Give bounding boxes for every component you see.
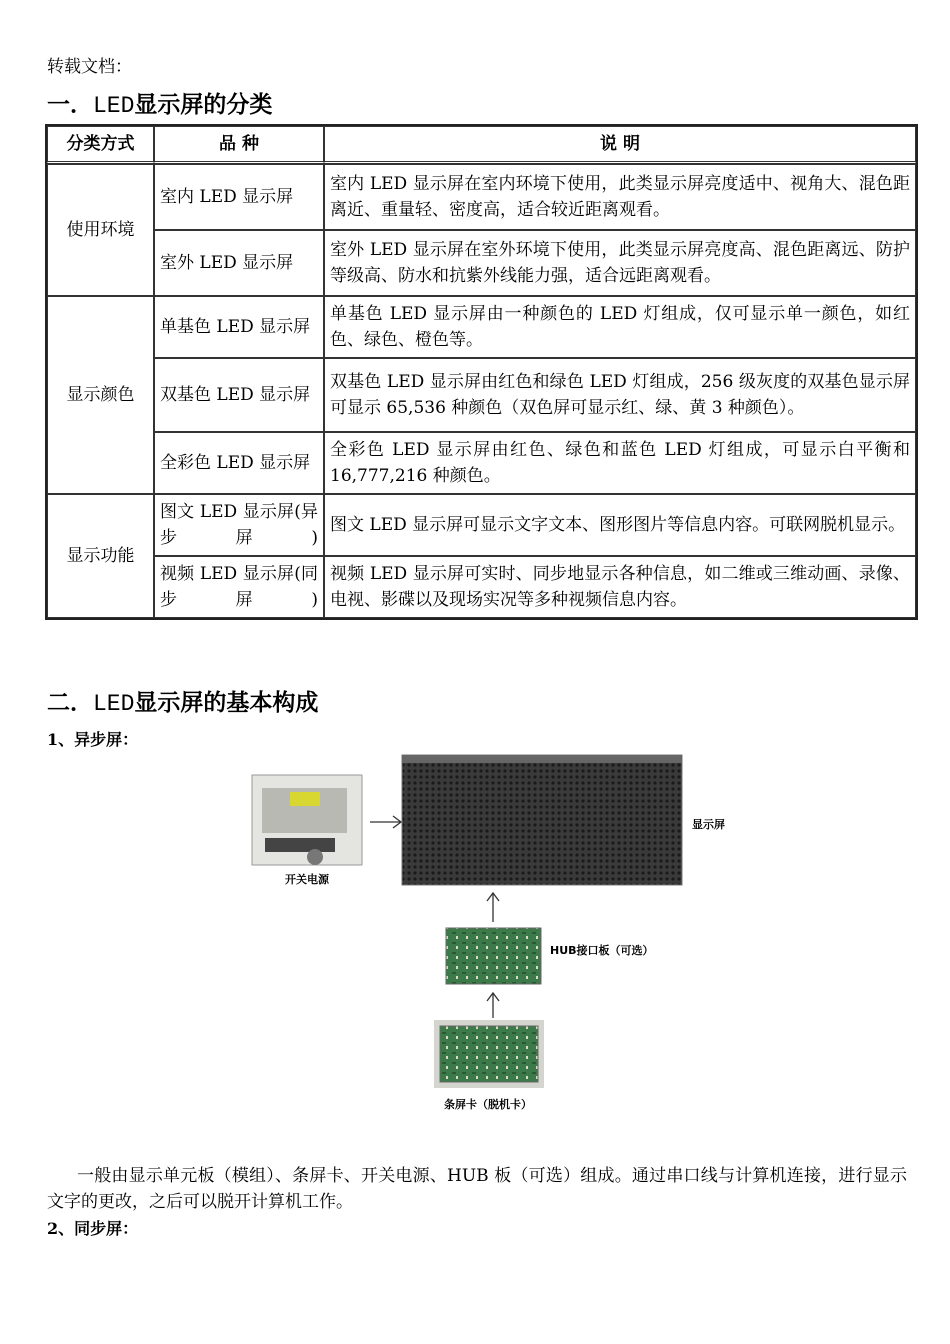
controller-card-label: 条屏卡（脱机卡） — [444, 1098, 532, 1111]
arrow-up-icon — [487, 893, 499, 922]
header-category: 分类方式 — [47, 126, 154, 164]
power-supply-image — [252, 775, 362, 865]
table-row — [47, 432, 916, 494]
section-2-heading: 二．LED显示屏的基本构成 — [47, 689, 319, 717]
kind-cell: 双基色 LED 显示屏 — [154, 358, 324, 432]
kind-cell: 全彩色 LED 显示屏 — [154, 432, 324, 494]
table-row — [47, 556, 916, 618]
kind-cell: 室外 LED 显示屏 — [154, 230, 324, 296]
description-cell: 室内 LED 显示屏在室内环境下使用，此类显示屏亮度适中、视角大、混色距离近、重量轻、密度高，适合较近距离观看。 — [324, 164, 916, 230]
kind-cell: 图文 LED 显示屏(异步屏) — [154, 494, 324, 556]
table-row — [47, 164, 916, 230]
description-cell: 单基色 LED 显示屏由一种颜色的 LED 灯组成，仅可显示单一颜色，如红色、绿色、橙色等。 — [324, 296, 916, 358]
async-screen-diagram — [250, 750, 750, 1120]
subheading-sync: 2、同步屏： — [47, 1219, 139, 1238]
description-cell: 室外 LED 显示屏在室外环境下使用，此类显示屏亮度高、混色距离远、防护等级高、防水和抗紫外线能力强，适合远距离观看。 — [324, 230, 916, 296]
category-cell: 显示颜色 — [47, 296, 154, 494]
table-row — [47, 358, 916, 432]
table-row — [47, 494, 916, 556]
async-description: 一般由显示单元板（模组）、条屏卡、开关电源、HUB 板（可选）组成。通过串口线与计算机连接，进行显示文字的更改，之后可以脱开计算机工作。 — [47, 1166, 907, 1212]
kind-cell: 视频 LED 显示屏(同步屏) — [154, 556, 324, 618]
description-cell: 视频 LED 显示屏可实时、同步地显示各种信息，如二维或三维动画、录像、电视、影碟以及现场实况等多种视频信息内容。 — [324, 556, 916, 618]
header-description: 说 明 — [324, 126, 916, 164]
subheading-async: 1、异步屏： — [47, 730, 139, 749]
section-1-heading: 一．LED显示屏的分类 — [47, 91, 273, 119]
power-supply-label: 开关电源 — [285, 873, 329, 886]
kind-cell: 室内 LED 显示屏 — [154, 164, 324, 230]
repost-note: 转载文档： — [47, 57, 132, 77]
table-row — [47, 296, 916, 358]
classification-table — [45, 124, 918, 620]
screen-label: 显示屏 — [692, 818, 725, 831]
category-cell: 使用环境 — [47, 164, 154, 296]
description-cell: 全彩色 LED 显示屏由红色、绿色和蓝色 LED 灯组成，可显示白平衡和 16,777,216 种颜色。 — [324, 432, 916, 494]
led-screen-image — [402, 755, 682, 885]
kind-cell: 单基色 LED 显示屏 — [154, 296, 324, 358]
hub-board-label: HUB接口板（可选） — [550, 944, 654, 957]
description-cell: 双基色 LED 显示屏由红色和绿色 LED 灯组成，256 级灰度的双基色显示屏可显示 65,536 种颜色（双色屏可显示红、绿、黄 3 种颜色）。 — [324, 358, 916, 432]
arrow-right-icon — [370, 816, 401, 828]
header-kind: 品 种 — [154, 126, 324, 164]
arrow-up-icon — [487, 993, 499, 1018]
category-cell: 显示功能 — [47, 494, 154, 618]
hub-board-image — [446, 928, 541, 984]
table-header-row — [47, 126, 916, 164]
table-row — [47, 230, 916, 296]
description-cell: 图文 LED 显示屏可显示文字文本、图形图片等信息内容。可联网脱机显示。 — [324, 494, 916, 556]
controller-card-image — [434, 1020, 544, 1088]
